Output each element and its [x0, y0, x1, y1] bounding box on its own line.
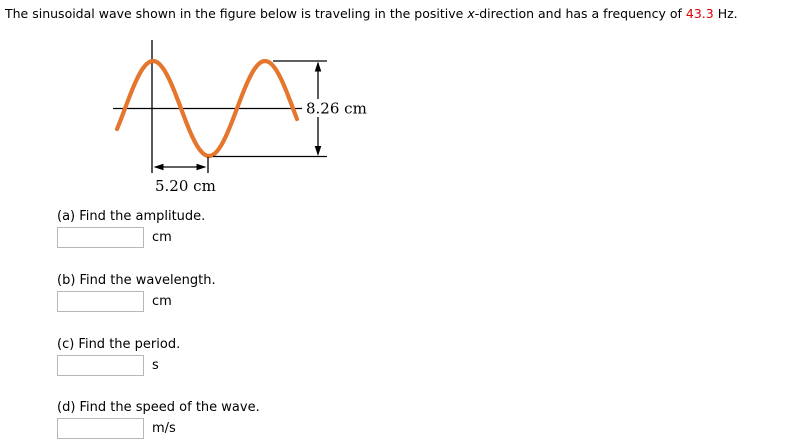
question-d-answer-row	[57, 418, 260, 439]
answer-input-c[interactable]	[57, 355, 144, 376]
answer-input-a[interactable]	[57, 227, 144, 248]
problem-statement	[5, 6, 738, 22]
question-a-label: (a) Find the amplitude.	[57, 209, 206, 224]
question-d	[57, 400, 260, 439]
question-b-label: (b) Find the wavelength.	[57, 273, 216, 288]
question-c	[57, 337, 180, 376]
statement-text-1: The sinusoidal wave shown in the figure below is traveling in the positive	[5, 6, 468, 21]
statement-variable-x: x	[467, 6, 475, 21]
question-a-answer-row	[57, 227, 205, 248]
question-d-label: (d) Find the speed of the wave.	[57, 400, 260, 415]
question-d-unit: m/s	[152, 421, 176, 436]
wave-figure-svg	[100, 30, 400, 205]
frequency-value: 43.3	[685, 6, 714, 21]
answer-input-b[interactable]	[57, 291, 144, 312]
amplitude-label: 8.26 cm	[306, 99, 367, 118]
question-c-label: (c) Find the period.	[57, 337, 181, 352]
question-c-answer-row	[57, 355, 180, 376]
answer-input-d[interactable]	[57, 418, 144, 439]
question-b-answer-row	[57, 291, 216, 312]
statement-text-3: Hz.	[713, 6, 738, 21]
question-a-unit: cm	[152, 230, 172, 245]
question-c-unit: s	[152, 358, 159, 373]
wavelength-label: 5.20 cm	[155, 177, 216, 195]
question-a	[57, 209, 205, 248]
question-b	[57, 273, 216, 312]
half-wavelength-arrow	[154, 164, 207, 171]
statement-text-2: -direction and has a frequency of	[474, 6, 686, 21]
wave-figure	[100, 30, 400, 205]
question-b-unit: cm	[152, 294, 172, 309]
